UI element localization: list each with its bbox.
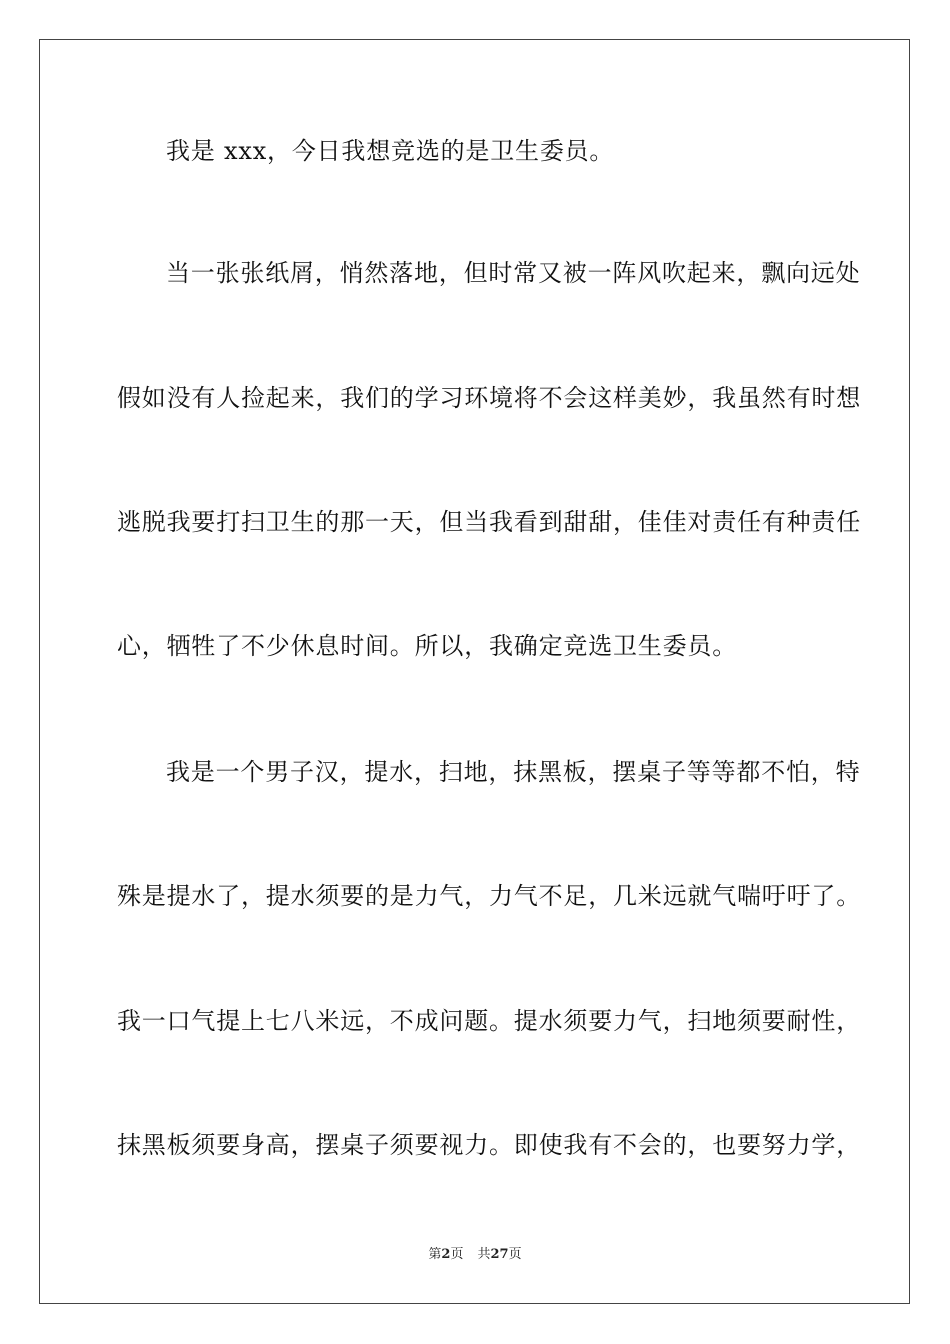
page-footer — [0, 1246, 950, 1264]
footer-page-current: 2 — [441, 1247, 451, 1262]
footer-total-prefix: 共 — [477, 1247, 491, 1262]
text-line-6: 我是一个男子汉，提水，扫地，抹黑板，摆桌子等等都不怕，特 — [166, 758, 861, 786]
text-line-7: 殊是提水了，提水须要的是力气，力气不足，几米远就气喘吁吁了。 — [117, 882, 861, 910]
page-frame — [39, 39, 910, 1304]
text-line-2: 当一张张纸屑，悄然落地，但时常又被一阵风吹起来，飘向远处 — [166, 259, 861, 287]
text-line-3: 假如没有人捡起来，我们的学习环境将不会这样美妙，我虽然有时想 — [117, 384, 861, 412]
footer-page-unit: 页 — [450, 1247, 464, 1262]
text-line-1: 我是 xxx，今日我想竞选的是卫生委员。 — [166, 137, 615, 165]
text-line-4: 逃脱我要打扫卫生的那一天，但当我看到甜甜，佳佳对责任有种责任 — [117, 508, 861, 536]
text-line-5: 心，牺牲了不少休息时间。所以，我确定竞选卫生委员。 — [117, 632, 737, 660]
footer-page-prefix: 第 — [428, 1247, 442, 1262]
text-line-8: 我一口气提上七八米远，不成问题。提水须要力气，扫地须要耐性， — [117, 1007, 861, 1035]
text-line-9: 抹黑板须要身高，摆桌子须要视力。即使我有不会的，也要努力学， — [117, 1131, 861, 1159]
footer-page-total: 27 — [490, 1247, 509, 1262]
footer-total-unit: 页 — [508, 1247, 522, 1262]
